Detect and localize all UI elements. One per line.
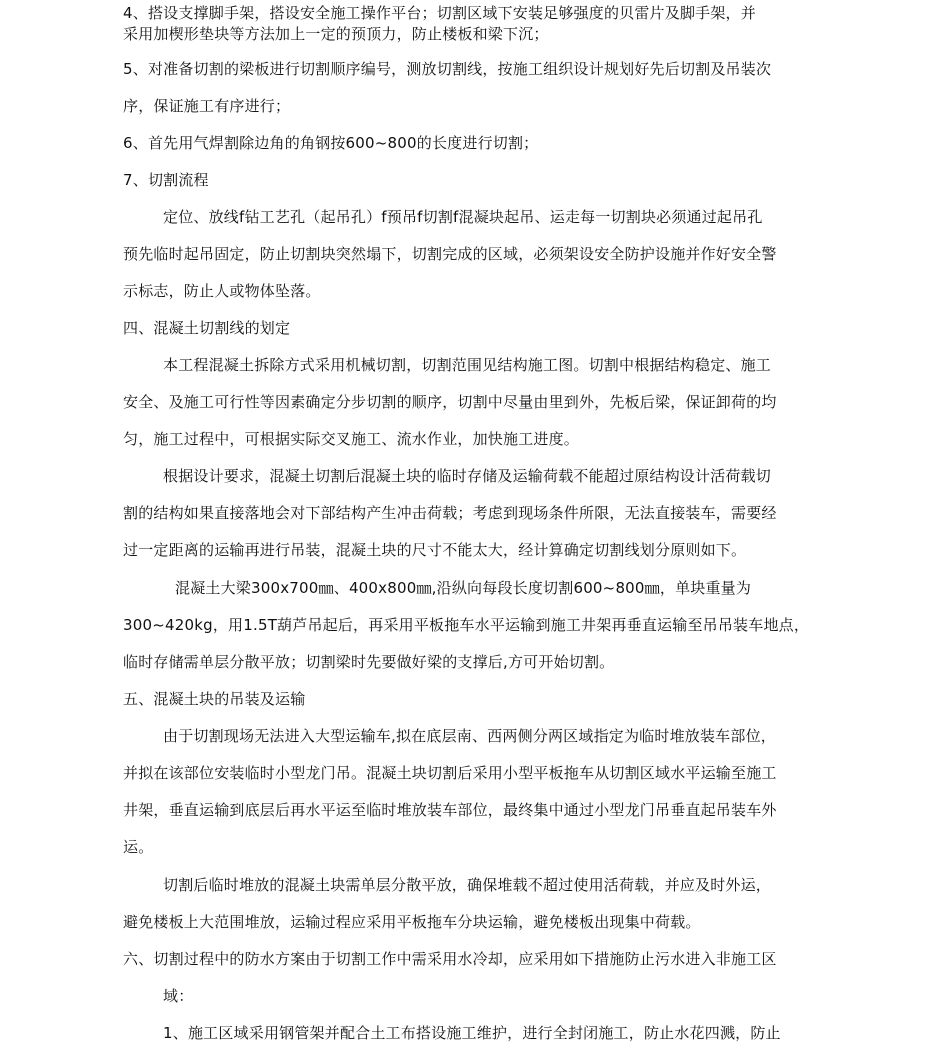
text-line: 域：: [163, 987, 194, 1005]
text-line: 采用加楔形垫块等方法加上一定的预顶力，防止楼板和梁下沉；: [123, 25, 549, 43]
text-line: 定位、放线f钻工艺孔（起吊孔）f预吊f切割f混凝块起吊、运走每一切割块必须通过起吊孔: [163, 208, 763, 226]
text-line: 示标志，防止人或物体坠落。: [123, 282, 321, 300]
text-line: 割的结构如果直接落地会对下部结构产生冲击荷载；考虑到现场条件所限，无法直接装车，需要经: [123, 504, 777, 522]
section-heading: 四、混凝土切割线的划定: [123, 319, 291, 337]
text-line: 1、施工区域采用钢管架并配合土工布搭设施工维护，进行全封闭施工，防止水花四溅，防止: [163, 1024, 781, 1042]
section-heading: 五、混凝土块的吊装及运输: [123, 690, 306, 708]
text-line: 本工程混凝土拆除方式采用机械切割，切割范围见结构施工图。切割中根据结构稳定、施工: [163, 356, 772, 374]
section-heading: 六、切割过程中的防水方案由于切割工作中需采用水冷却，应采用如下措施防止污水进入非施工区: [123, 950, 777, 968]
text-line: 过一定距离的运输再进行吊装，混凝土块的尺寸不能太大，经计算确定切割线划分原则如下。: [123, 541, 747, 559]
text-line: 5、对准备切割的梁板进行切割顺序编号，测放切割线，按施工组织设计规划好先后切割及吊装次: [123, 60, 772, 78]
text-line: 运。: [123, 838, 154, 856]
text-line: 井架，垂直运输到底层后再水平运至临时堆放装车部位，最终集中通过小型龙门吊垂直起吊装车外: [123, 801, 777, 819]
text-line: 6、首先用气焊割除边角的角钢按600~800的长度进行切割；: [123, 134, 539, 152]
text-line: 匀，施工过程中，可根据实际交叉施工、流水作业，加快施工进度。: [123, 430, 580, 448]
text-line: 并拟在该部位安装临时小型龙门吊。混凝土块切割后采用小型平板拖车从切割区域水平运输至施工: [123, 764, 777, 782]
text-line: 300~420kg，用1.5T葫芦吊起后，再采用平板拖车水平运输到施工井架再垂直运输至吊吊装车地点，: [123, 616, 810, 634]
section-heading: 7、切割流程: [123, 171, 209, 189]
text-line: 安全、及施工可行性等因素确定分步切割的顺序，切割中尽量由里到外，先板后梁，保证卸荷的均: [123, 393, 777, 411]
text-line: 避免楼板上大范围堆放，运输过程应采用平板拖车分块运输，避免楼板出现集中荷载。: [123, 913, 701, 931]
text-line: 切割后临时堆放的混凝土块需单层分散平放，确保堆载不超过使用活荷载，并应及时外运，: [163, 876, 772, 894]
text-line: 预先临时起吊固定，防止切割块突然塌下，切割完成的区域，必须架设安全防护设施并作好安全警: [123, 245, 777, 263]
text-line: 序，保证施工有序进行；: [123, 97, 291, 115]
text-line: 根据设计要求，混凝土切割后混凝土块的临时存储及运输荷载不能超过原结构设计活荷载切: [163, 467, 772, 485]
text-line: 4、搭设支撑脚手架，搭设安全施工操作平台；切割区域下安装足够强度的贝雷片及脚手架，并: [123, 4, 756, 22]
text-line: 混凝土大梁300x700㎜、400x800㎜,沿纵向每段长度切割600~800㎜，单块重量为: [175, 579, 752, 597]
text-line: 由于切割现场无法进入大型运输车,拟在底层南、西两侧分两区域指定为临时堆放装车部位，: [163, 727, 776, 745]
text-line: 临时存储需单层分散平放；切割梁时先要做好梁的支撑后,方可开始切割。: [123, 653, 615, 671]
